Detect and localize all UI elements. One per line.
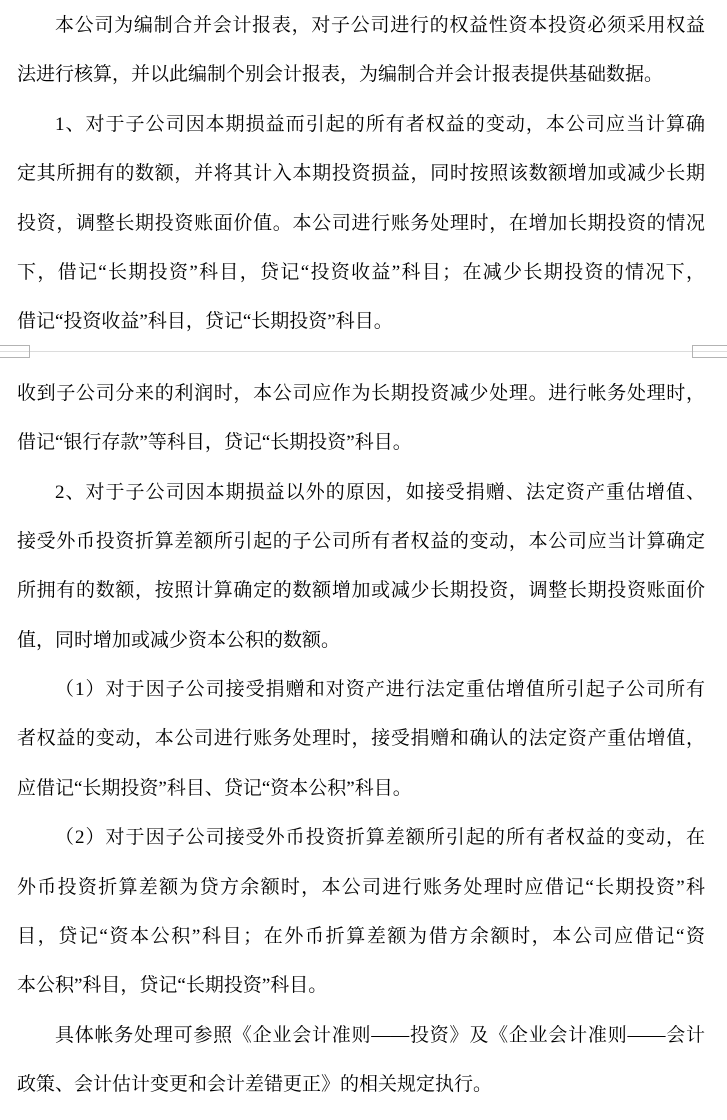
text-line: （1）对于因子公司接受捐赠和对资产进行法定重估增值所引起子公司所有	[55, 679, 705, 701]
text-line: 投资，调整长期投资账面价值。本公司进行账务处理时，在增加长期投资的情况	[17, 212, 705, 234]
text-line: 所拥有的数额，按照计算确定的数额增加或减少长期投资，调整长期投资账面价	[17, 580, 705, 602]
text-line: 下，借记“长期投资”科目，贷记“投资收益”科目；在减少长期投资的情况下，	[17, 261, 705, 283]
text-line: （2）对于因子公司接受外币投资折算差额所引起的所有者权益的变动，在	[55, 827, 705, 849]
text-line: 外币投资折算差额为贷方余额时，本公司进行账务处理时应借记“长期投资”科	[17, 876, 705, 898]
page-break-line	[0, 351, 727, 352]
text-line: 政策、会计估计变更和会计差错更正》的相关规定执行。	[17, 1074, 493, 1096]
text-line: 收到子公司分来的利润时，本公司应作为长期投资减少处理。进行帐务处理时，	[17, 382, 705, 404]
page-break-marker[interactable]	[0, 347, 727, 369]
text-line: 目，贷记“资本公积”科目；在外币折算差额为借方余额时，本公司应借记“资	[17, 926, 705, 948]
text-line: 借记“银行存款”等科目，贷记“长期投资”科目。	[17, 432, 412, 454]
page-break-right-tab	[692, 345, 727, 358]
text-line: 1、对于子公司因本期损益而引起的所有者权益的变动，本公司应当计算确	[55, 113, 705, 135]
text-line: 本公积”科目，贷记“长期投资”科目。	[17, 975, 328, 997]
document-body	[17, 1, 705, 1110]
page-break-left-tab	[0, 345, 30, 358]
text-line: 借记“投资收益”科目，贷记“长期投资”科目。	[17, 311, 393, 333]
text-line: 定其所拥有的数额，并将其计入本期投资损益，同时按照该数额增加或减少长期	[17, 163, 705, 185]
text-line: 接受外币投资折算差额所引起的子公司所有者权益的变动，本公司应当计算确定	[17, 530, 705, 552]
text-line: 值，同时增加或减少资本公积的数额。	[17, 629, 341, 651]
text-line: 具体帐务处理可参照《企业会计准则——投资》及《企业会计准则——会计	[55, 1024, 705, 1046]
text-line: 法进行核算，并以此编制个别会计报表，为编制合并会计报表提供基础数据。	[17, 64, 664, 86]
text-line: 2、对于子公司因本期损益以外的原因，如接受捐赠、法定资产重估增值、	[55, 481, 705, 503]
text-line: 本公司为编制合并会计报表，对子公司进行的权益性资本投资必须采用权益	[55, 15, 705, 36]
text-line: 应借记“长期投资”科目、贷记“资本公积”科目。	[17, 777, 412, 799]
text-line: 者权益的变动，本公司进行账务处理时，接受捐赠和确认的法定资产重估增值，	[17, 728, 705, 750]
